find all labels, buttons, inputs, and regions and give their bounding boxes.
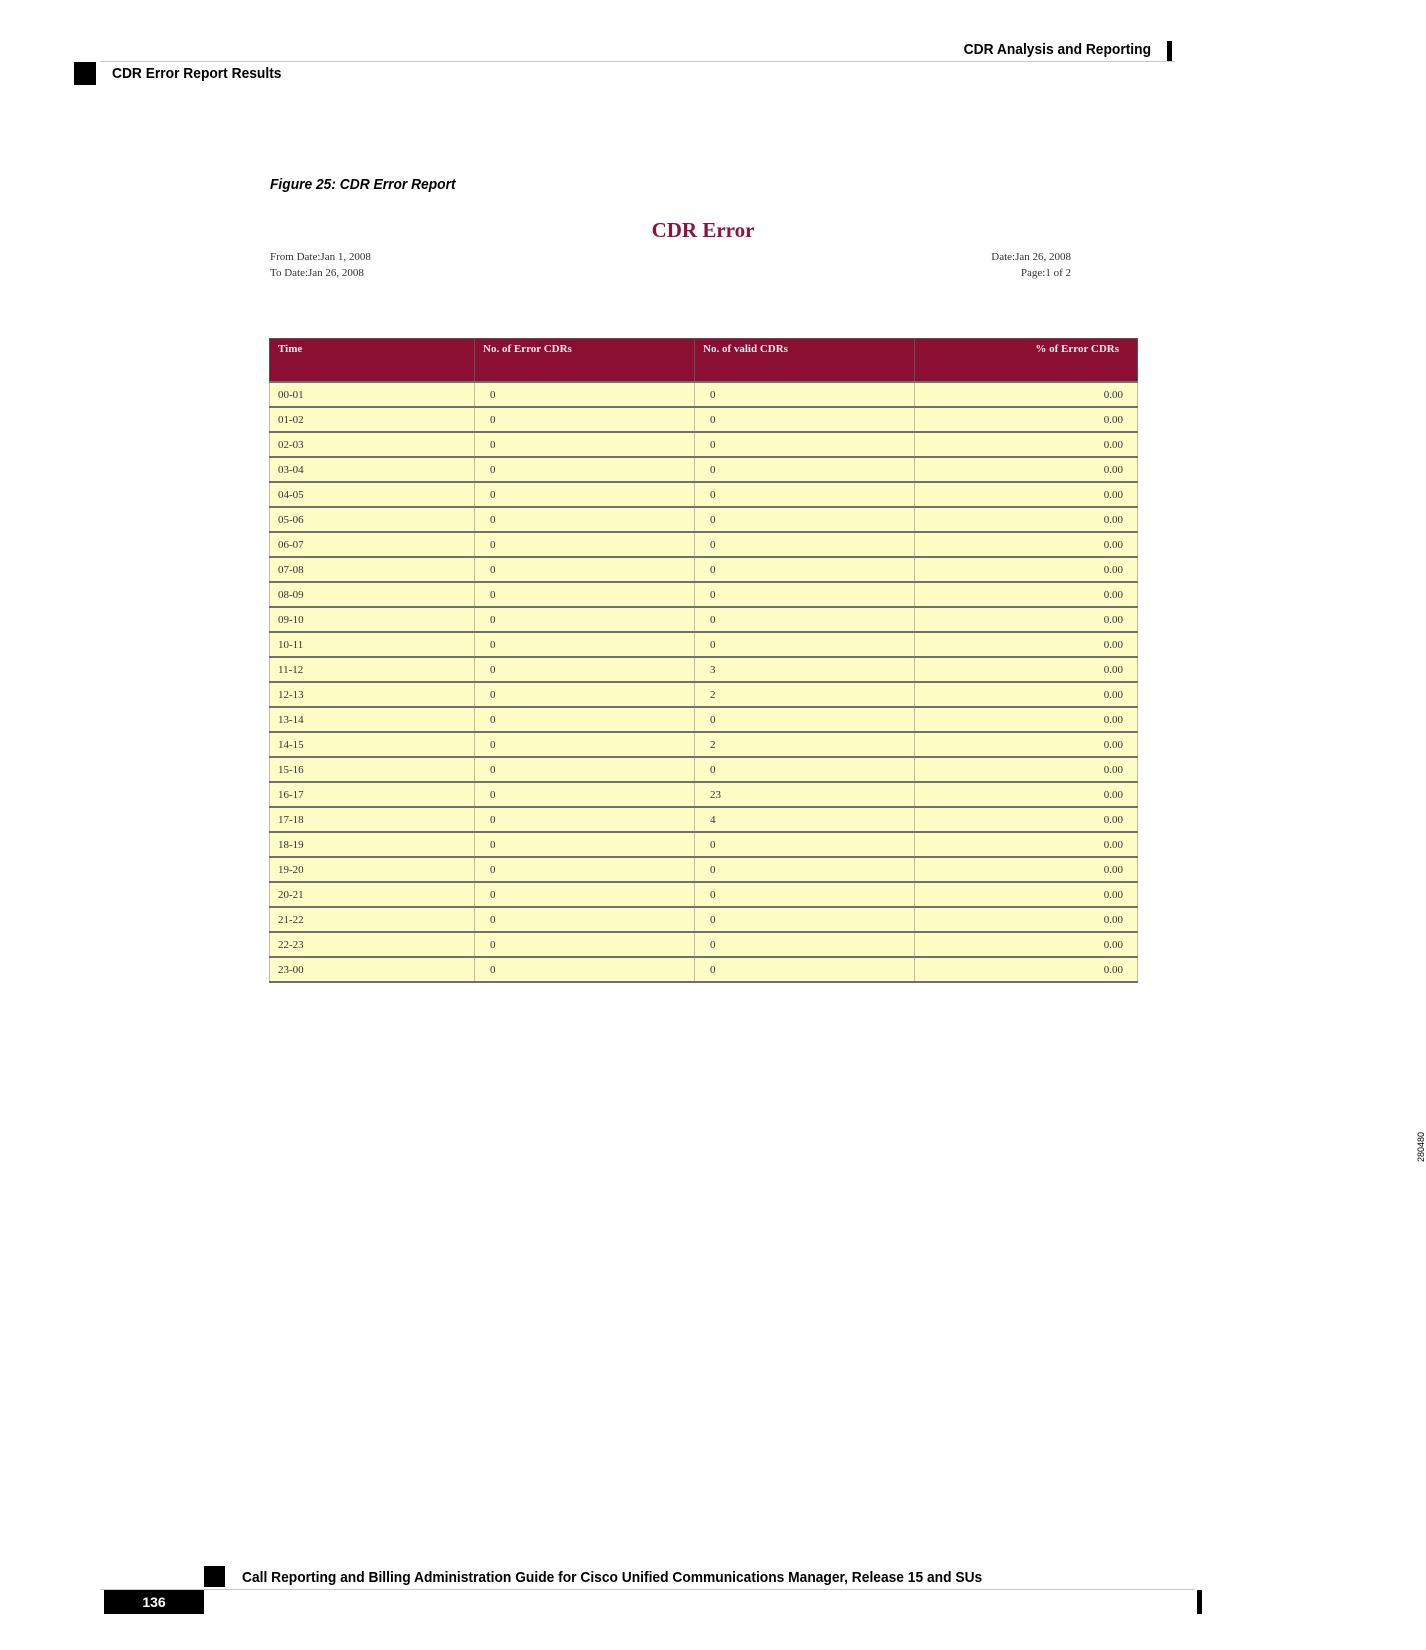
time-cell: 20-21 [270,882,475,907]
error-cdrs-cell: 0 [475,732,695,757]
time-cell: 06-07 [270,532,475,557]
time-cell: 09-10 [270,607,475,632]
table-row [270,557,1138,582]
from-date: From Date:Jan 1, 2008 [270,251,371,263]
column-header-time: Time [270,339,475,383]
valid-cdrs-cell: 0 [695,932,915,957]
valid-cdrs-cell: 0 [695,882,915,907]
valid-cdrs-cell: 0 [695,757,915,782]
percent-error-cell: 0.00 [915,407,1138,432]
error-cdrs-cell: 0 [475,932,695,957]
valid-cdrs-cell: 0 [695,607,915,632]
valid-cdrs-cell: 0 [695,482,915,507]
cdr-error-table [269,338,1138,983]
table-row [270,482,1138,507]
percent-error-cell: 0.00 [915,532,1138,557]
percent-error-cell: 0.00 [915,557,1138,582]
time-cell: 08-09 [270,582,475,607]
percent-error-cell: 0.00 [915,657,1138,682]
table-row [270,582,1138,607]
time-cell: 14-15 [270,732,475,757]
percent-error-cell: 0.00 [915,757,1138,782]
percent-error-cell: 0.00 [915,882,1138,907]
percent-error-cell: 0.00 [915,857,1138,882]
report-date: Date:Jan 26, 2008 [991,251,1071,263]
valid-cdrs-cell: 0 [695,507,915,532]
valid-cdrs-cell: 0 [695,707,915,732]
percent-error-cell: 0.00 [915,432,1138,457]
percent-error-cell: 0.00 [915,632,1138,657]
error-cdrs-cell: 0 [475,557,695,582]
time-cell: 22-23 [270,932,475,957]
footer-rule [100,1589,1195,1590]
valid-cdrs-cell: 0 [695,957,915,982]
report-title: CDR Error [651,218,755,242]
column-header-percent-error: % of Error CDRs [915,339,1138,383]
error-cdrs-cell: 0 [475,432,695,457]
percent-error-cell: 0.00 [915,782,1138,807]
valid-cdrs-cell: 0 [695,632,915,657]
error-cdrs-cell: 0 [475,907,695,932]
table-row [270,782,1138,807]
header-rule [100,61,1175,62]
table-row [270,882,1138,907]
valid-cdrs-cell: 0 [695,407,915,432]
error-cdrs-cell: 0 [475,857,695,882]
table-row [270,457,1138,482]
error-cdrs-cell: 0 [475,807,695,832]
table-row [270,732,1138,757]
percent-error-cell: 0.00 [915,482,1138,507]
table-row [270,957,1138,982]
table-row [270,607,1138,632]
time-cell: 02-03 [270,432,475,457]
page-number: 136 [104,1590,204,1614]
to-date: To Date:Jan 26, 2008 [270,267,364,279]
time-cell: 16-17 [270,782,475,807]
valid-cdrs-cell: 0 [695,582,915,607]
time-cell: 11-12 [270,657,475,682]
error-cdrs-cell: 0 [475,657,695,682]
valid-cdrs-cell: 0 [695,432,915,457]
table-row [270,507,1138,532]
percent-error-cell: 0.00 [915,507,1138,532]
error-cdrs-cell: 0 [475,607,695,632]
time-cell: 23-00 [270,957,475,982]
valid-cdrs-cell: 0 [695,832,915,857]
table-row [270,532,1138,557]
percent-error-cell: 0.00 [915,682,1138,707]
time-cell: 10-11 [270,632,475,657]
error-cdrs-cell: 0 [475,507,695,532]
error-cdrs-cell: 0 [475,782,695,807]
time-cell: 13-14 [270,707,475,732]
table-row [270,382,1138,407]
time-cell: 21-22 [270,907,475,932]
table-row [270,757,1138,782]
table-row [270,807,1138,832]
valid-cdrs-cell: 2 [695,682,915,707]
valid-cdrs-cell: 0 [695,557,915,582]
time-cell: 12-13 [270,682,475,707]
error-cdrs-cell: 0 [475,582,695,607]
running-header-chapter: CDR Analysis and Reporting [963,41,1151,58]
time-cell: 19-20 [270,857,475,882]
table-row [270,682,1138,707]
valid-cdrs-cell: 0 [695,907,915,932]
column-header-valid-cdrs: No. of valid CDRs [695,339,915,383]
valid-cdrs-cell: 0 [695,382,915,407]
time-cell: 18-19 [270,832,475,857]
figure-id: 280480 [1416,1131,1426,1162]
percent-error-cell: 0.00 [915,932,1138,957]
percent-error-cell: 0.00 [915,957,1138,982]
time-cell: 01-02 [270,407,475,432]
table-row [270,932,1138,957]
report-meta [991,249,1071,281]
report-page: Page:1 of 2 [1020,267,1071,279]
figure-caption: Figure 25: CDR Error Report [270,176,456,193]
percent-error-cell: 0.00 [915,382,1138,407]
table-row [270,632,1138,657]
column-header-error-cdrs: No. of Error CDRs [475,339,695,383]
error-cdrs-cell: 0 [475,407,695,432]
error-cdrs-cell: 0 [475,957,695,982]
percent-error-cell: 0.00 [915,807,1138,832]
time-cell: 17-18 [270,807,475,832]
report-date-range [270,249,371,281]
table-row [270,407,1138,432]
time-cell: 03-04 [270,457,475,482]
time-cell: 15-16 [270,757,475,782]
header-bar-mark [1167,41,1172,61]
report-figure [268,212,1426,1162]
error-cdrs-cell: 0 [475,457,695,482]
valid-cdrs-cell: 4 [695,807,915,832]
table-row [270,657,1138,682]
table-row [270,907,1138,932]
percent-error-cell: 0.00 [915,732,1138,757]
percent-error-cell: 0.00 [915,582,1138,607]
footer-guide-title: Call Reporting and Billing Administration Guide for Cisco Unified Communications Manager, Release 15 and SUs [242,1569,983,1586]
percent-error-cell: 0.00 [915,907,1138,932]
valid-cdrs-cell: 23 [695,782,915,807]
error-cdrs-cell: 0 [475,832,695,857]
valid-cdrs-cell: 0 [695,857,915,882]
time-cell: 05-06 [270,507,475,532]
valid-cdrs-cell: 2 [695,732,915,757]
footer-block-mark [204,1566,225,1587]
table-header-row [270,339,1138,383]
table-row [270,432,1138,457]
footer-bar-mark [1197,1590,1202,1614]
valid-cdrs-cell: 0 [695,457,915,482]
error-cdrs-cell: 0 [475,382,695,407]
percent-error-cell: 0.00 [915,457,1138,482]
time-cell: 00-01 [270,382,475,407]
time-cell: 07-08 [270,557,475,582]
error-cdrs-cell: 0 [475,757,695,782]
table-row [270,832,1138,857]
valid-cdrs-cell: 0 [695,532,915,557]
table-row [270,707,1138,732]
percent-error-cell: 0.00 [915,832,1138,857]
error-cdrs-cell: 0 [475,707,695,732]
error-cdrs-cell: 0 [475,632,695,657]
error-cdrs-cell: 0 [475,532,695,557]
error-cdrs-cell: 0 [475,882,695,907]
time-cell: 04-05 [270,482,475,507]
percent-error-cell: 0.00 [915,707,1138,732]
running-header-section: CDR Error Report Results [112,65,282,82]
table-row [270,857,1138,882]
error-cdrs-cell: 0 [475,482,695,507]
percent-error-cell: 0.00 [915,607,1138,632]
valid-cdrs-cell: 3 [695,657,915,682]
section-block-mark [74,62,96,85]
error-cdrs-cell: 0 [475,682,695,707]
